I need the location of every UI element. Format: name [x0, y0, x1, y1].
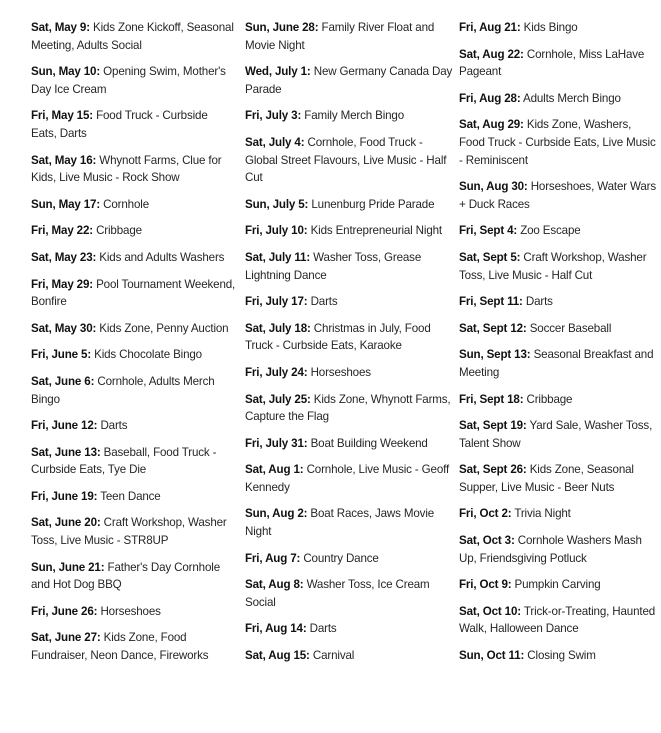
schedule-entry — [31, 249, 236, 267]
entry-events: Cornhole Washers Mash Up, Friendsgiving Potluck — [459, 534, 642, 565]
entry-date: Sat, May 23: — [31, 250, 97, 264]
schedule-entry — [31, 346, 236, 364]
entry-date: Sat, May 9: — [31, 21, 90, 34]
entry-date: Sun, Aug 30: — [459, 180, 528, 194]
entry-events: Christmas in July, Food Truck - Curbside Eats, Karaoke — [245, 321, 431, 353]
schedule-entry — [31, 629, 236, 664]
entry-events: Cornhole — [103, 197, 150, 211]
entry-date: Sun, June 21: — [31, 560, 105, 574]
entry-date: Fri, Sept 18: — [459, 392, 524, 406]
entry-events: Seasonal Breakfast and Meeting — [459, 348, 654, 379]
entry-events: Adults Merch Bingo — [522, 91, 621, 105]
entry-events: Cribbage — [526, 392, 573, 406]
entry-events: Pumpkin Carving — [514, 578, 601, 592]
entry-events: Trick-or-Treating, Haunted Walk, Halloween Dance — [459, 604, 656, 636]
entry-date: Fri, Aug 21: — [459, 21, 521, 34]
entry-date: Fri, July 31: — [245, 436, 308, 450]
entry-date: Fri, Aug 28: — [459, 91, 521, 105]
schedule-entry — [459, 603, 659, 638]
schedule-entry — [245, 107, 453, 125]
schedule-entry — [459, 222, 659, 240]
schedule-entry — [245, 391, 453, 426]
entry-date: Sun, June 28: — [245, 21, 319, 34]
entry-events: Washer Toss, Ice Cream Social — [245, 578, 430, 609]
entry-date: Sun, May 10: — [31, 65, 101, 79]
entry-date: Wed, July 1: — [245, 65, 311, 79]
schedule-entry — [459, 576, 659, 594]
entry-events: Baseball, Food Truck - Curbside Eats, Tye Die — [31, 445, 217, 477]
schedule-entry — [459, 90, 659, 108]
schedule-entry — [459, 346, 659, 381]
schedule-entry — [245, 647, 453, 665]
schedule-entry — [31, 63, 236, 98]
entry-events: Kids Chocolate Bingo — [94, 348, 202, 362]
entry-events: Food Truck - Curbside Eats, Darts — [31, 109, 208, 140]
entry-date: Sun, Aug 2: — [245, 507, 308, 521]
entry-date: Sat, Sept 5: — [459, 250, 521, 264]
schedule-entry — [459, 505, 659, 523]
schedule-entry — [245, 435, 453, 453]
entry-date: Fri, May 22: — [31, 224, 93, 238]
schedule-entry — [245, 576, 453, 611]
entry-date: Sat, Aug 1: — [245, 463, 304, 477]
entry-date: Fri, June 12: — [31, 419, 98, 433]
schedule-entry — [31, 152, 236, 187]
schedule-column-2 — [245, 19, 453, 674]
entry-date: Sun, May 17: — [31, 197, 101, 211]
entry-events: Kids Zone, Whynott Farms, Capture the Flag — [245, 392, 451, 424]
entry-events: Kids Bingo — [523, 21, 578, 34]
entry-date: Sat, July 25: — [245, 392, 311, 406]
entry-events: Kids Entrepreneurial Night — [310, 224, 442, 238]
entry-events: Family River Float and Movie Night — [245, 21, 435, 52]
entry-date: Sat, Aug 15: — [245, 649, 310, 663]
entry-events: Kids and Adults Washers — [99, 250, 225, 264]
entry-events: Washer Toss, Grease Lightning Dance — [245, 250, 422, 282]
entry-date: Fri, Aug 14: — [245, 622, 307, 636]
schedule-entry — [31, 444, 236, 479]
entry-events: Cornhole, Live Music - Geoff Kennedy — [245, 463, 450, 494]
schedule-entry — [245, 320, 453, 355]
entry-date: Fri, May 29: — [31, 277, 93, 291]
entry-events: Closing Swim — [527, 649, 596, 663]
entry-events: Country Dance — [303, 551, 379, 565]
entry-date: Sat, June 27: — [31, 631, 101, 645]
schedule-entry — [459, 249, 659, 284]
entry-date: Sat, Sept 19: — [459, 419, 527, 433]
entry-events: Trivia Night — [514, 507, 571, 521]
entry-events: Cornhole, Food Truck - Global Street Flavours, Live Music - Half Cut — [245, 135, 447, 185]
entry-events: Whynott Farms, Clue for Kids, Live Music - Rock Show — [31, 153, 222, 185]
entry-events: Horseshoes — [310, 365, 371, 379]
schedule-entry — [459, 293, 659, 311]
entry-events: Soccer Baseball — [529, 321, 612, 335]
entry-events: Darts — [525, 295, 553, 309]
schedule-entry — [245, 550, 453, 568]
entry-date: Fri, July 10: — [245, 224, 308, 238]
schedule-entry — [31, 320, 236, 338]
entry-events: Cribbage — [96, 224, 142, 238]
entry-events: Boat Races, Jaws Movie Night — [245, 507, 435, 539]
schedule-entry — [31, 222, 236, 240]
entry-events: Horseshoes, Water Wars + Duck Races — [459, 180, 657, 211]
schedule-entry — [31, 603, 236, 621]
entry-events: Kids Zone, Food Fundraiser, Neon Dance, Fireworks — [31, 631, 209, 663]
schedule-entry — [245, 620, 453, 638]
entry-events: Zoo Escape — [520, 224, 581, 238]
schedule-entry — [31, 196, 236, 214]
schedule-entry — [31, 373, 236, 408]
schedule-entry — [459, 647, 659, 665]
entry-events: Darts — [309, 622, 337, 636]
entry-date: Sat, May 16: — [31, 153, 97, 167]
entry-events: New Germany Canada Day Parade — [245, 65, 453, 96]
entry-events: Horseshoes — [100, 604, 161, 618]
schedule-entry — [245, 364, 453, 382]
entry-date: Sat, June 6: — [31, 374, 95, 388]
entry-events: Craft Workshop, Washer Toss, Live Music - STR8UP — [31, 516, 227, 548]
schedule-entry — [31, 107, 236, 142]
entry-date: Sat, May 30: — [31, 321, 97, 335]
entry-date: Sun, July 5: — [245, 197, 309, 211]
entry-date: Sat, July 11: — [245, 250, 311, 264]
entry-events: Boat Building Weekend — [310, 436, 428, 450]
entry-date: Fri, May 15: — [31, 109, 93, 123]
entry-events: Carnival — [312, 649, 355, 663]
entry-date: Fri, Sept 4: — [459, 224, 518, 238]
entry-date: Sat, July 4: — [245, 135, 305, 149]
entry-date: Sat, June 13: — [31, 445, 101, 459]
entry-events: Kids Zone Kickoff, Seasonal Meeting, Adults Social — [31, 21, 234, 52]
entry-date: Fri, June 19: — [31, 489, 98, 503]
entry-events: Kids Zone, Seasonal Supper, Live Music - Beer Nuts — [459, 463, 634, 494]
entry-date: Fri, June 5: — [31, 348, 92, 362]
schedule-entry — [31, 514, 236, 549]
schedule-entry — [459, 178, 659, 213]
entry-events: Teen Dance — [100, 489, 161, 503]
entry-date: Sat, Oct 10: — [459, 604, 521, 618]
schedule-column-3 — [459, 19, 659, 674]
entry-date: Fri, Oct 2: — [459, 507, 512, 521]
entry-events: Darts — [100, 419, 128, 433]
schedule-entry — [459, 116, 659, 169]
entry-date: Sat, July 18: — [245, 321, 311, 335]
schedule-entry — [459, 320, 659, 338]
schedule-entry — [459, 19, 659, 37]
entry-events: Cornhole, Miss LaHave Pageant — [459, 47, 645, 79]
entry-events: Craft Workshop, Washer Toss, Live Music - Half Cut — [459, 250, 647, 282]
schedule-entry — [245, 63, 453, 98]
entry-date: Sun, Oct 11: — [459, 649, 525, 663]
schedule-entry — [245, 134, 453, 187]
entry-events: Kids Zone, Washers, Food Truck - Curbside Eats, Live Music - Reminiscent — [459, 118, 656, 167]
schedule-entry — [459, 391, 659, 409]
entry-date: Fri, Aug 7: — [245, 551, 301, 565]
entry-date: Sat, Aug 8: — [245, 578, 304, 592]
entry-date: Fri, Sept 11: — [459, 295, 523, 309]
schedule-entry — [245, 249, 453, 284]
entry-date: Fri, June 26: — [31, 604, 98, 618]
schedule-entry — [31, 19, 236, 54]
entry-date: Sat, Sept 12: — [459, 321, 527, 335]
schedule-entry — [459, 532, 659, 567]
entry-date: Fri, July 17: — [245, 295, 308, 309]
entry-events: Kids Zone, Penny Auction — [99, 321, 229, 335]
entry-date: Sat, June 20: — [31, 516, 101, 530]
schedule-entry — [31, 559, 236, 594]
schedule-entry — [459, 46, 659, 81]
entry-events: Father's Day Cornhole and Hot Dog BBQ — [31, 560, 220, 592]
schedule-entry — [245, 19, 453, 54]
entry-events: Lunenburg Pride Parade — [311, 197, 435, 211]
entry-events: Cornhole, Adults Merch Bingo — [31, 374, 215, 406]
schedule-entry — [31, 417, 236, 435]
entry-date: Sat, Aug 22: — [459, 47, 524, 61]
schedule-entry — [245, 505, 453, 540]
entry-date: Sat, Oct 3: — [459, 534, 515, 548]
schedule-entry — [31, 276, 236, 311]
entry-date: Sat, Sept 26: — [459, 463, 527, 477]
entry-date: Fri, July 3: — [245, 109, 302, 123]
entry-events: Pool Tournament Weekend, Bonfire — [31, 277, 236, 309]
entry-events: Darts — [310, 295, 338, 309]
schedule-column-1 — [31, 19, 236, 674]
schedule-entry — [459, 417, 659, 452]
entry-events: Opening Swim, Mother's Day Ice Cream — [31, 65, 226, 96]
schedule-entry — [245, 293, 453, 311]
entry-date: Fri, July 24: — [245, 365, 308, 379]
schedule-entry — [31, 488, 236, 506]
entry-events: Family Merch Bingo — [304, 109, 405, 123]
schedule-entry — [245, 196, 453, 214]
entry-date: Sat, Aug 29: — [459, 118, 524, 132]
schedule-entry — [245, 222, 453, 240]
schedule-entry — [245, 461, 453, 496]
entry-date: Fri, Oct 9: — [459, 578, 512, 592]
entry-date: Sun, Sept 13: — [459, 348, 531, 362]
entry-events: Yard Sale, Washer Toss, Talent Show — [459, 419, 653, 450]
schedule-entry — [459, 461, 659, 496]
